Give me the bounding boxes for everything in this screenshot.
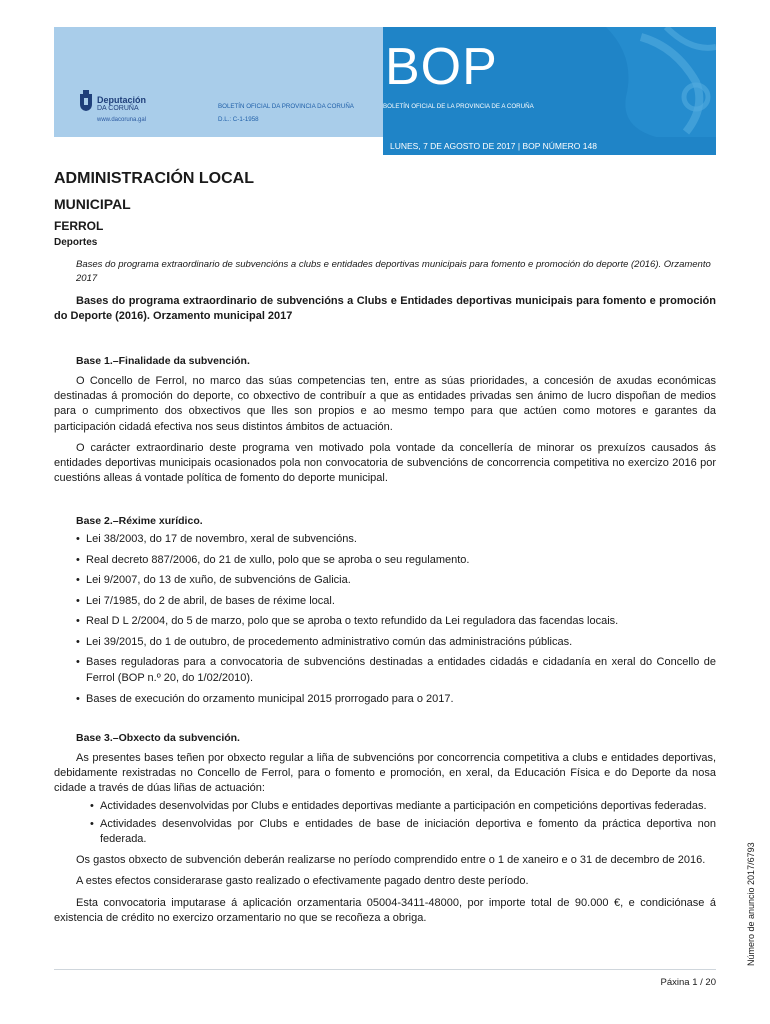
list-item: • Actividades desenvolvidas por Clubs e entidades de base de iniciación deportiva e fomento da práctica deportiva non federada. xyxy=(90,817,716,847)
subsection-heading: MUNICIPAL xyxy=(54,196,131,212)
footer-divider xyxy=(54,969,716,970)
document-title: Bases do programa extraordinario de subvencións a Clubs e Entidades deportivas municipais para fomento e promoción do Deporte (2016). Orzamento municipal 2017 xyxy=(54,295,716,322)
list-item: • Lei 9/2007, do 13 de xuño, de subvencións de Galicia. xyxy=(76,572,716,588)
document-body xyxy=(54,168,716,926)
base1-paragraph-2: O carácter extraordinario deste programa ven motivado pola vontade da concellería de minorar os prexuízos causados ás entidades deportivas municipais ocasionados pola non convocatoria de subvencións de concorrencia competitiva no exercizo 2016 por cuestións alleas á vontade política de fomento do deporte municipal. xyxy=(54,441,716,485)
logo-name: Deputación xyxy=(97,95,147,105)
list-item: • Bases reguladoras para a convocatoria de subvencións destinadas a entidades cidadás e cidadanía en xeral do Concello de Ferrol (BOP n.º 20, do 1/02/2010). xyxy=(76,654,716,686)
bop-header xyxy=(54,27,716,155)
base1-heading: Base 1.–Finalidade da subvención. xyxy=(76,355,250,367)
logo-url[interactable]: www.dacoruna.gal xyxy=(97,117,147,123)
list-item: • Real decreto 887/2006, do 21 de xullo, polo que se aproba o seu regulamento. xyxy=(76,552,716,568)
issue-date-line: LUNES, 7 DE AGOSTO DE 2017 | BOP NÚMERO 148 xyxy=(390,141,597,151)
list-item: • Bases de execución do orzamento municipal 2015 prorrogado para o 2017. xyxy=(76,691,716,707)
announcement-summary: Bases do programa extraordinario de subvencións a clubs e entidades deportivas municipais para fomento e promoción do deporte (2016). Orzamento 2017 xyxy=(76,259,711,284)
list-item: • Lei 7/1985, do 2 de abril, de bases de réxime local. xyxy=(76,593,716,609)
base3-paragraph-2: Os gastos obxecto de subvención deberán realizarse no período comprendido entre o 1 de xaneiro e o 31 de decembro de 2016. xyxy=(76,854,706,867)
base3-paragraph-3: A estes efectos considerarase gasto realizado o efectivamente pagado dentro deste período. xyxy=(76,875,529,888)
base3-list xyxy=(54,799,716,848)
base2-heading: Base 2.–Réxime xurídico. xyxy=(76,515,203,528)
section-heading: ADMINISTRACIÓN LOCAL xyxy=(54,170,254,187)
department-heading: Deportes xyxy=(54,237,98,248)
deputacion-emblem-icon xyxy=(78,90,94,112)
bop-title: BOP xyxy=(385,38,498,96)
council-heading: FERROL xyxy=(54,219,104,233)
base2-list xyxy=(54,531,716,707)
official-title-spanish: BOLETÍN OFICIAL DE LA PROVINCIA DE A CORUÑA xyxy=(383,103,534,110)
list-item: • Lei 38/2003, do 17 de novembro, xeral de subvencións. xyxy=(76,531,716,547)
base1-paragraph-1: O Concello de Ferrol, no marco das súas competencias ten, entre as súas prioridades, a concesión de axudas económicas destinadas á promoción do deporte, co obxectivo de contribuír a que as entidades privadas sen ánimo de lucro dispoñan de medios para o cumprimento dos obxectivos que lles son propios e ao mesmo tempo para que actúen como motores e garantes da participación cidadá efectiva nos seus distintos ámbitos de actuación. xyxy=(54,375,716,433)
legal-deposit: D.L.: C-1-1958 xyxy=(218,116,259,123)
announcement-number: Número de anuncio 2017/6793 xyxy=(746,842,756,966)
list-item: • Real D L 2/2004, do 5 de marzo, polo que se aproba o texto refundido da Lei reguladora das facendas locais. xyxy=(76,613,716,629)
list-item: • Actividades desenvolvidas por Clubs e entidades deportivas mediante a participación en competicións deportivas federadas. xyxy=(90,799,716,814)
page-number: Páxina 1 / 20 xyxy=(660,977,716,988)
logo-subtitle: DA CORUÑA xyxy=(97,105,139,112)
official-title-galician: BOLETÍN OFICIAL DA PROVINCIA DA CORUÑA xyxy=(218,103,354,110)
header-decoration-icon xyxy=(546,27,716,137)
base3-paragraph-1: As presentes bases teñen por obxecto regular a liña de subvencións por concorrencia competitiva a clubs e entidades deportivas, debidamente rexistradas no Concello de Ferrol, para o fomento e promoción, en xeral, da Educación Física e do Deporte da nosa cidade a través de dúas liñas de actuación: xyxy=(54,751,716,795)
base3-paragraph-4: Esta convocatoria imputarase á aplicación orzamentaria 05004-3411-48000, por importe total de 90.000 €, e condiciónase á existencia de crédito no exercizo orzamentario no que se recoñeza a obriga. xyxy=(54,896,716,924)
list-item: • Lei 39/2015, do 1 de outubro, de procedemento administrativo común das administracións públicas. xyxy=(76,634,716,650)
base3-heading: Base 3.–Obxecto da subvención. xyxy=(76,731,240,744)
